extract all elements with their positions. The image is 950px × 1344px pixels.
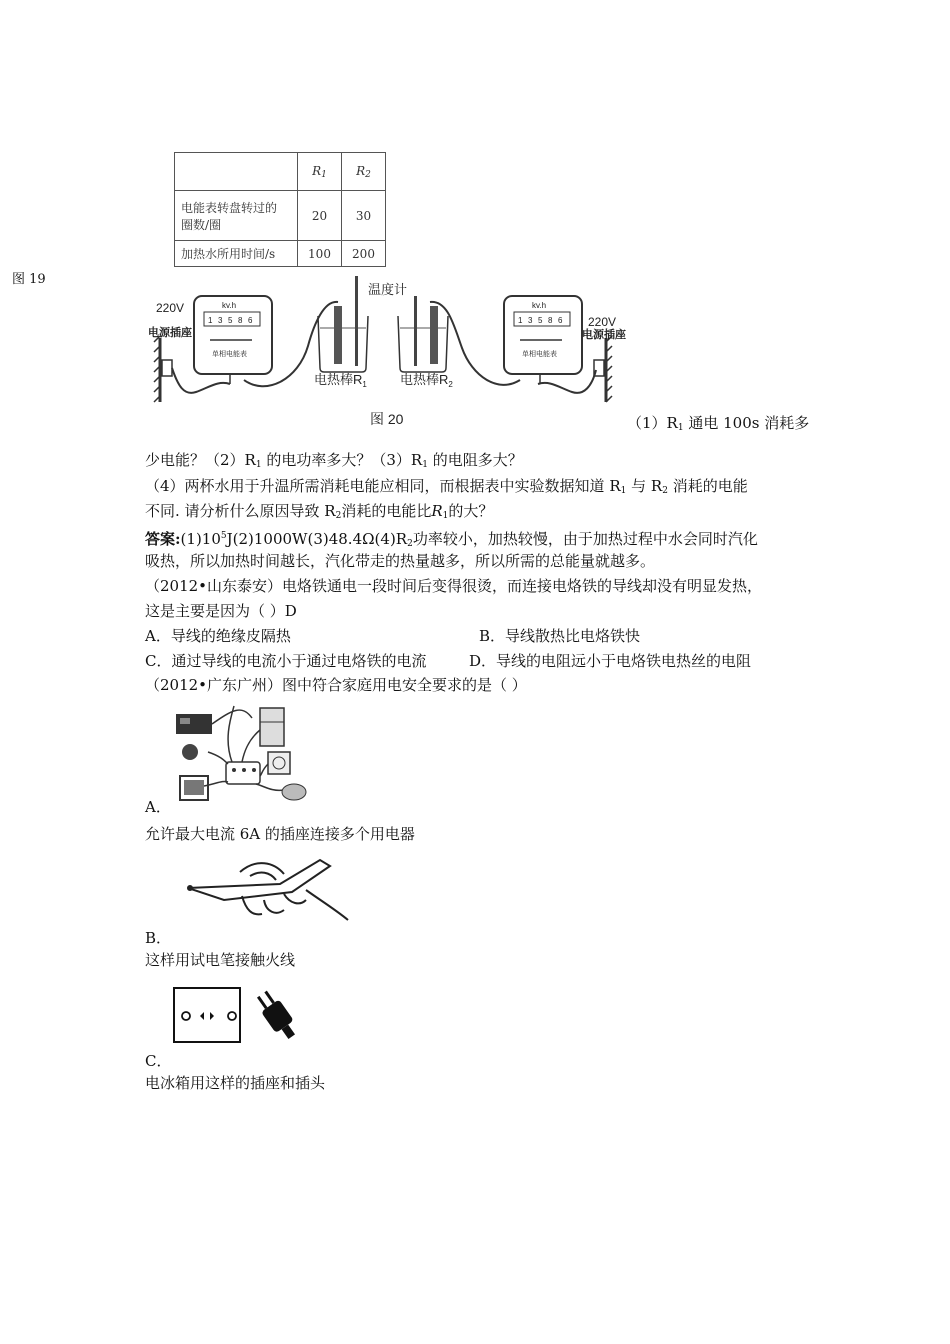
svg-text:8: 8 xyxy=(548,316,553,325)
left-voltage: 220V xyxy=(156,301,185,315)
table-header-r1: $R_1$ xyxy=(298,153,342,191)
question3-option-a-text: 允许最大电流 6A 的插座连接多个用电器 xyxy=(145,825,415,843)
answer-line2: 吸热，所以加热时间越长，汽化带走的热量越多，所以所需的总能量就越多。 xyxy=(145,552,656,570)
svg-text:3: 3 xyxy=(528,316,533,325)
answer-line1: 答案$:(1)10^5J(2)1000W(3)48.4\Omega(4)R_2$功率较小，加热较慢，由于加热过程中水会同时汽化 xyxy=(145,530,758,549)
question-line4: 不同. 请分析什么原因导致 $R_2$消耗的电能比$R_1$的大？ xyxy=(145,502,494,521)
question2-line2: 这是主要是因为（ ）D xyxy=(145,602,297,620)
svg-text:1: 1 xyxy=(518,316,523,325)
right-meter-label: 单相电能表 xyxy=(522,351,557,358)
question-part1: $(1)R_1$ 通电 100s 消耗多 xyxy=(627,414,810,433)
two-pin-socket-plug-image xyxy=(172,986,302,1044)
test-pen-hand-image xyxy=(180,850,352,926)
table-row-label: 电能表转盘转过的 圈数/圈 xyxy=(175,191,298,241)
question2-line1: （2012•山东泰安）电烙铁通电一段时间后变得很烫，而连接电烙铁的导线却没有明显发热， xyxy=(145,577,763,595)
table-header-blank xyxy=(175,153,298,191)
figure-20-caption: 图 20 xyxy=(370,411,404,427)
question3-option-b-text: 这样用试电笔接触火线 xyxy=(145,951,296,969)
svg-text:3: 3 xyxy=(218,316,223,325)
question3-option-c-text: 电冰箱用这样的插座和插头 xyxy=(145,1074,326,1092)
svg-text:5: 5 xyxy=(228,316,233,325)
question3-option-c-label: C． xyxy=(145,1052,172,1070)
right-socket-label: 电源插座 xyxy=(582,329,626,341)
question2-option-c: C．通过导线的电流小于通过电烙铁的电流 xyxy=(145,652,427,670)
table-cell: 100 xyxy=(298,241,342,267)
svg-text:5: 5 xyxy=(538,316,543,325)
table-cell: 200 xyxy=(342,241,386,267)
question2-option-d: D．导线的电阻远小于电烙铁电热丝的电阻 xyxy=(469,652,752,670)
left-meter-unit: kv.h xyxy=(222,301,237,310)
table-header-r2: $R_2$ xyxy=(342,153,386,191)
question2-option-b: B．导线散热比电烙铁快 xyxy=(479,627,641,645)
svg-text:6: 6 xyxy=(248,316,253,325)
left-meter-label: 单相电能表 xyxy=(212,351,247,358)
question-line3: （4）两杯水用于升温所需消耗电能应相同，而根据表中实验数据知道 $R_1$ 与 $R_2$ 消耗的电能 xyxy=(145,477,748,496)
figure-19-label: 图 19 xyxy=(12,272,46,287)
table-row-label: 加热水所用时间/s xyxy=(175,241,298,267)
question2-option-a: A．导线的绝缘皮隔热 xyxy=(145,627,291,645)
data-table xyxy=(174,152,386,267)
svg-text:1: 1 xyxy=(208,316,213,325)
figure-20-diagram xyxy=(148,276,626,432)
question3-option-b-label: B． xyxy=(145,929,172,947)
answer-label: 答案: xyxy=(145,530,181,548)
table-cell: 20 xyxy=(298,191,342,241)
left-socket-label: 电源插座 xyxy=(148,327,192,339)
overloaded-socket-image xyxy=(172,700,322,808)
table-cell: 30 xyxy=(342,191,386,241)
rod1-label: 电热棒$R_1$ xyxy=(314,372,367,389)
rod2-label: 电热棒$R_2$ xyxy=(400,372,453,389)
question3-stem: （2012•广东广州）图中符合家庭用电安全要求的是（ ） xyxy=(145,676,527,694)
question-line2: 少电能？$(2)R_1$ 的电功率多大？$(3)R_1$ 的电阻多大？ xyxy=(145,451,523,470)
left-meter-digits xyxy=(208,316,253,325)
right-meter-unit: kv.h xyxy=(532,301,547,310)
right-meter-digits xyxy=(518,316,563,325)
question3-option-a-label: A． xyxy=(145,798,171,816)
svg-text:6: 6 xyxy=(558,316,563,325)
svg-text:8: 8 xyxy=(238,316,243,325)
thermometer-label: 温度计 xyxy=(368,282,408,297)
right-voltage: 220V xyxy=(588,315,617,329)
